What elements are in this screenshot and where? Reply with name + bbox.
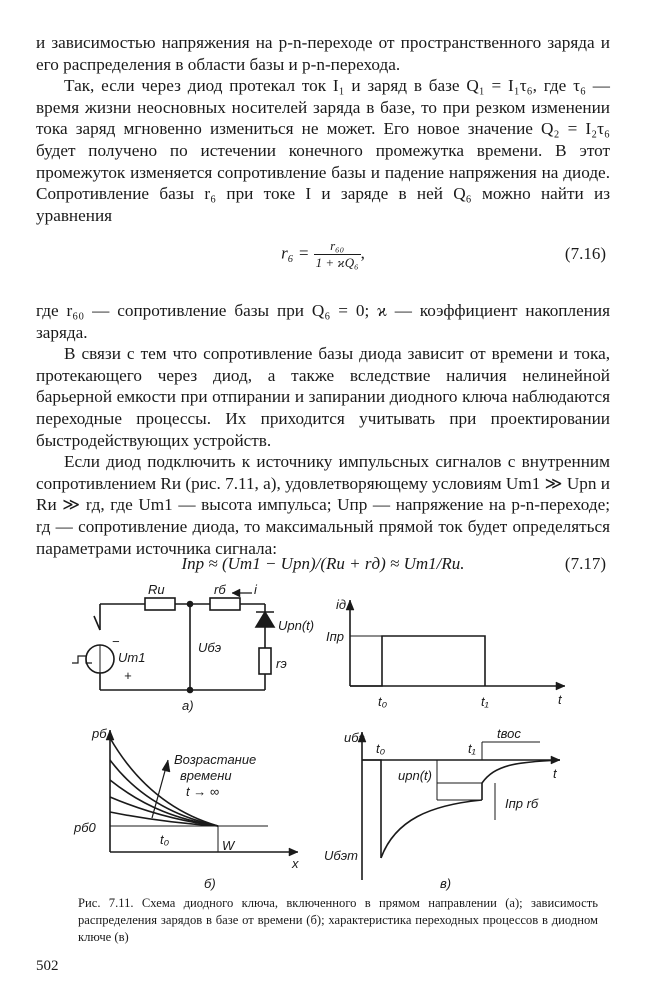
label-growth-2: времени (180, 768, 232, 783)
paragraph-4: В связи с тем что сопротивление базы диода зависит от времени и тока, протекающего через диод, а также вследствие наличия нелинейной барьерной емкости при отпирании и запирании диодного ключа наблюдаются переходные процессы. Их приходится учитывать при проектировании быстродействующих устройств. (36, 344, 610, 450)
label-minus: − (112, 634, 120, 649)
formula-7-16-lhs: r₆ = (281, 243, 310, 263)
formula-7-16-numerator: r₆₀ (314, 238, 361, 255)
label-ipr: Iпр (326, 629, 344, 644)
label-id: iд (336, 597, 347, 612)
paragraph-5: Если диод подключить к источнику импульсных сигналов с внутренним сопротивлением Rи (рис. 7.11, а), удовлетворяющему условиям Um1 ≫ Upn и Rи ≫ rд, где Um1 — высота импульса; Uпр — напряжение на p-n-переходе; rд — сопротивление диода, то максимальный прямой ток будет определяться параметрами источника сигнала: (36, 452, 610, 558)
label-ubz: Uбэ (198, 640, 222, 655)
label-growth-1: Возрастание (174, 752, 257, 767)
label-pb: pб (92, 726, 107, 741)
current-pulse-plot (346, 600, 565, 690)
formula-7-16-number: (7.16) (564, 244, 606, 263)
formula-7-16-denominator: 1 + ϰQ₆ (315, 255, 359, 270)
label-x: x (292, 856, 299, 871)
label-upn-2: upn(t) (398, 768, 432, 783)
label-ipr-rb: Iпр rб (505, 796, 539, 811)
label-t0-b: t₀ (160, 832, 170, 847)
paragraph-1: и зависимостью напряжения на p-n-переходе от пространственного заряда и его распределения в области базы и p-n-перехода. (36, 33, 610, 74)
label-ubzm: Uбэm (324, 848, 358, 863)
paragraph-2: Так, если через диод протекал ток I₁ и заряд в базе Q₁ = I₁τ₆, где τ₆ — время жизни неосновных носителей заряда в базе, то при резком изменении тока заряд мгновенно измениться не может. Его новое значение Q₂ = I₂τ₆ будет получено по истечении конечного промежутка времени. В этот промежуток изменяется сопротивление базы и падение напряжения на диоде. Сопротивление базы r₆ при токе I и заряде в ней Q₆ можно найти из уравнения (36, 76, 610, 225)
label-t1-c: t₁ (468, 741, 476, 756)
paragraph-3: где r₆₀ — сопротивление базы при Q₆ = 0; ϰ — коэффициент накопления заряда. (36, 301, 610, 342)
label-t1-a: t₁ (481, 694, 489, 709)
formula-7-17-number: (7.17) (564, 554, 606, 573)
page-number: 502 (36, 958, 59, 974)
label-pb0: pб0 (74, 820, 96, 835)
label-upn-t: Upn(t) (278, 618, 315, 633)
label-ri: Rи (148, 582, 165, 597)
formula-7-17-text: Iпр ≈ (Um1 − Upn)/(Rи + rд) ≈ Um1/Rи. (181, 554, 465, 573)
label-t-a: t (558, 692, 562, 707)
label-c: в) (440, 876, 452, 891)
label-um1: Um1 (118, 650, 146, 665)
label-plus: + (124, 668, 132, 683)
circuit-diagram (72, 589, 274, 693)
label-i: i (254, 582, 257, 597)
formula-7-16-tail: , (360, 243, 365, 263)
label-b: б) (204, 876, 216, 891)
label-t0-c: t₀ (376, 741, 386, 756)
label-growth-3: t → ∞ (186, 784, 220, 799)
label-w: W (222, 838, 235, 853)
label-tvos: tвос (497, 726, 521, 741)
figure-caption-text: Рис. 7.11. Схема диодного ключа, включенного в прямом направлении (а); зависимость распределения зарядов в базе от времени (б); характеристика переходных процессов в диодном ключе (в) (78, 896, 598, 944)
label-a: а) (182, 698, 194, 713)
label-ubz2: uбэ (344, 730, 365, 745)
label-re: rэ (276, 656, 287, 671)
label-rb: rб (214, 582, 226, 597)
label-t0-a: t₀ (378, 694, 388, 709)
label-t-c: t (553, 766, 557, 781)
figure-caption (78, 895, 598, 946)
